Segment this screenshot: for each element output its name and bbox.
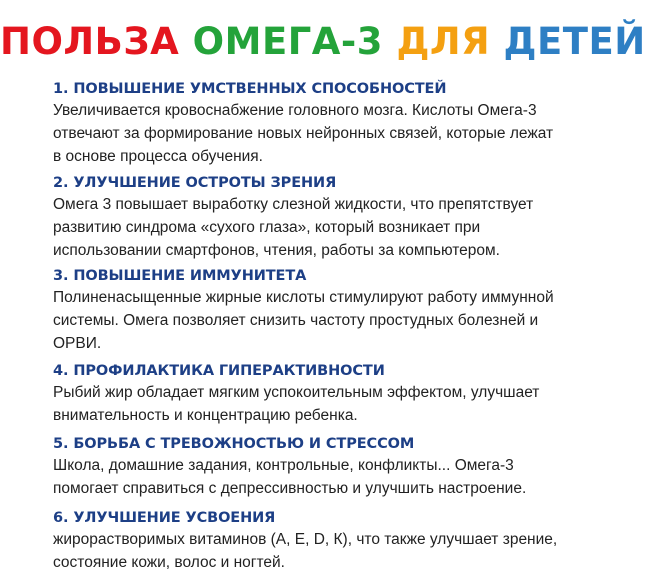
- body-line: системы. Омега позволяет снизить частоту простудных болезней и: [53, 312, 539, 329]
- body-line: Полиненасыщенные жирные кислоты стимулируют работу иммунной: [53, 289, 554, 306]
- page-title: [0, 20, 646, 64]
- section-heading: 6. УЛУЧШЕНИЕ УСВОЕНИЯ: [53, 510, 276, 526]
- section-vision: [53, 173, 593, 262]
- section-mental-abilities: [53, 79, 593, 168]
- section-body: [53, 99, 593, 168]
- section-body: [53, 454, 593, 500]
- body-line: ОРВИ.: [53, 335, 102, 352]
- title-word-2: ОМЕГА-3: [192, 20, 384, 63]
- section-heading: 4. ПРОФИЛАКТИКА ГИПЕРАКТИВНОСТИ: [53, 363, 385, 379]
- body-line: в основе процесса обучения.: [53, 148, 263, 165]
- body-line: Омега 3 повышает выработку слезной жидкости, что препятствует: [53, 196, 534, 213]
- section-body: [53, 381, 593, 427]
- section-body: [53, 286, 593, 355]
- title-word-1: ПОЛЬЗА: [0, 20, 180, 63]
- body-line: отвечают за формирование новых нейронных связей, которые лежат: [53, 125, 554, 142]
- title-word-3: ДЛЯ: [396, 20, 491, 63]
- body-line: развитию синдрома «сухого глаза», который возникает при: [53, 219, 481, 236]
- section-body: [53, 528, 593, 574]
- body-line: использовании смартфонов, чтения, работы за компьютером.: [53, 242, 500, 259]
- body-line: Школа, домашние задания, контрольные, конфликты... Омега-3: [53, 457, 514, 474]
- title-word-4: ДЕТЕЙ: [503, 20, 646, 63]
- section-hyperactivity: [53, 361, 593, 427]
- section-anxiety-stress: [53, 434, 593, 500]
- section-immunity: [53, 266, 593, 355]
- body-line: состояние кожи, волос и ногтей.: [53, 554, 285, 571]
- section-heading: 5. БОРЬБА С ТРЕВОЖНОСТЬЮ И СТРЕССОМ: [53, 436, 415, 452]
- section-heading: 1. ПОВЫШЕНИЕ УМСТВЕННЫХ СПОСОБНОСТЕЙ: [53, 81, 447, 97]
- body-line: Рыбий жир обладает мягким успокоительным эффектом, улучшает: [53, 384, 540, 401]
- section-body: [53, 193, 593, 262]
- body-line: Увеличивается кровоснабжение головного мозга. Кислоты Омега-3: [53, 102, 537, 119]
- body-line: внимательность и концентрацию ребенка.: [53, 407, 358, 424]
- body-line: помогает справиться с депрессивностью и улучшить настроение.: [53, 480, 527, 497]
- section-absorption: [53, 508, 593, 574]
- section-heading: 2. УЛУЧШЕНИЕ ОСТРОТЫ ЗРЕНИЯ: [53, 175, 337, 191]
- body-line: жирорастворимых витаминов (А, Е, D, К), что также улучшает зрение,: [53, 531, 558, 548]
- section-heading: 3. ПОВЫШЕНИЕ ИММУНИТЕТА: [53, 268, 307, 284]
